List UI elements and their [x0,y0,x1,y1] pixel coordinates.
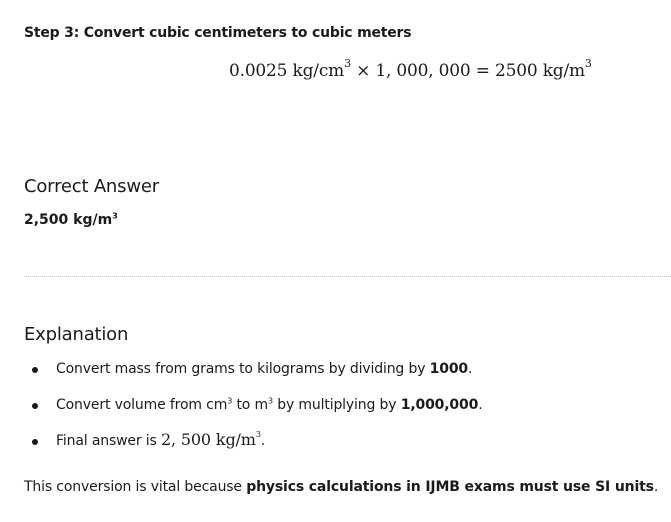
bullet-bold: 1000 [429,361,469,377]
inline-math-exponent: 3 [255,429,261,439]
answer-text: 2,500 kg/m [24,212,113,228]
inline-math-unit: kg/m [215,430,256,449]
bullet-text-part: . [260,433,266,449]
bullet-bold: 1,000,000 [400,397,479,413]
answer-exponent: 3 [112,211,118,221]
bullet-text-part: . [478,397,483,413]
rhs-value: 2500 [495,61,538,81]
bullet-icon [32,439,38,445]
rhs-unit: kg/m [542,61,585,81]
section-divider [24,276,671,277]
bullet-exponent: 3 [227,396,233,406]
conversion-factor: 1, 000, 000 [375,61,471,81]
bullet-text-part: Final answer is [56,433,161,449]
bullet-text-part: Convert mass from grams to kilograms by dividing by [56,361,430,377]
bullet-icon [32,367,38,373]
footer-text-part: . [653,479,659,495]
bullet-text-part: by multiplying by [272,397,401,413]
step-heading: Step 3: Convert cubic centimeters to cubic meters [24,25,412,41]
bullet-text [56,430,265,449]
lhs-value: 0.0025 [229,61,288,81]
bullet-icon [32,403,38,409]
conversion-equation [229,57,592,81]
equals-sign: = [475,61,490,81]
footer-text-part: This conversion is vital because [24,479,247,495]
rhs-exponent: 3 [584,57,592,71]
footer-bold: physics calculations in IJMB exams must use SI units [246,479,654,495]
correct-answer-value [24,212,118,228]
bullet-text [56,397,483,413]
inline-math [161,430,261,449]
times-sign: × [356,61,371,81]
lhs-exponent: 3 [344,57,351,71]
lhs-unit: kg/cm [292,61,345,81]
explanation-title: Explanation [24,324,129,345]
bullet-text [56,361,472,377]
inline-math-value: 2, 500 [160,430,211,449]
footer-note [24,479,658,495]
bullet-text-part: to m [232,397,268,413]
bullet-exponent: 3 [267,396,273,406]
bullet-text-part: Convert volume from cm [56,397,228,413]
bullet-text-part: . [468,361,473,377]
correct-answer-title: Correct Answer [24,176,159,197]
